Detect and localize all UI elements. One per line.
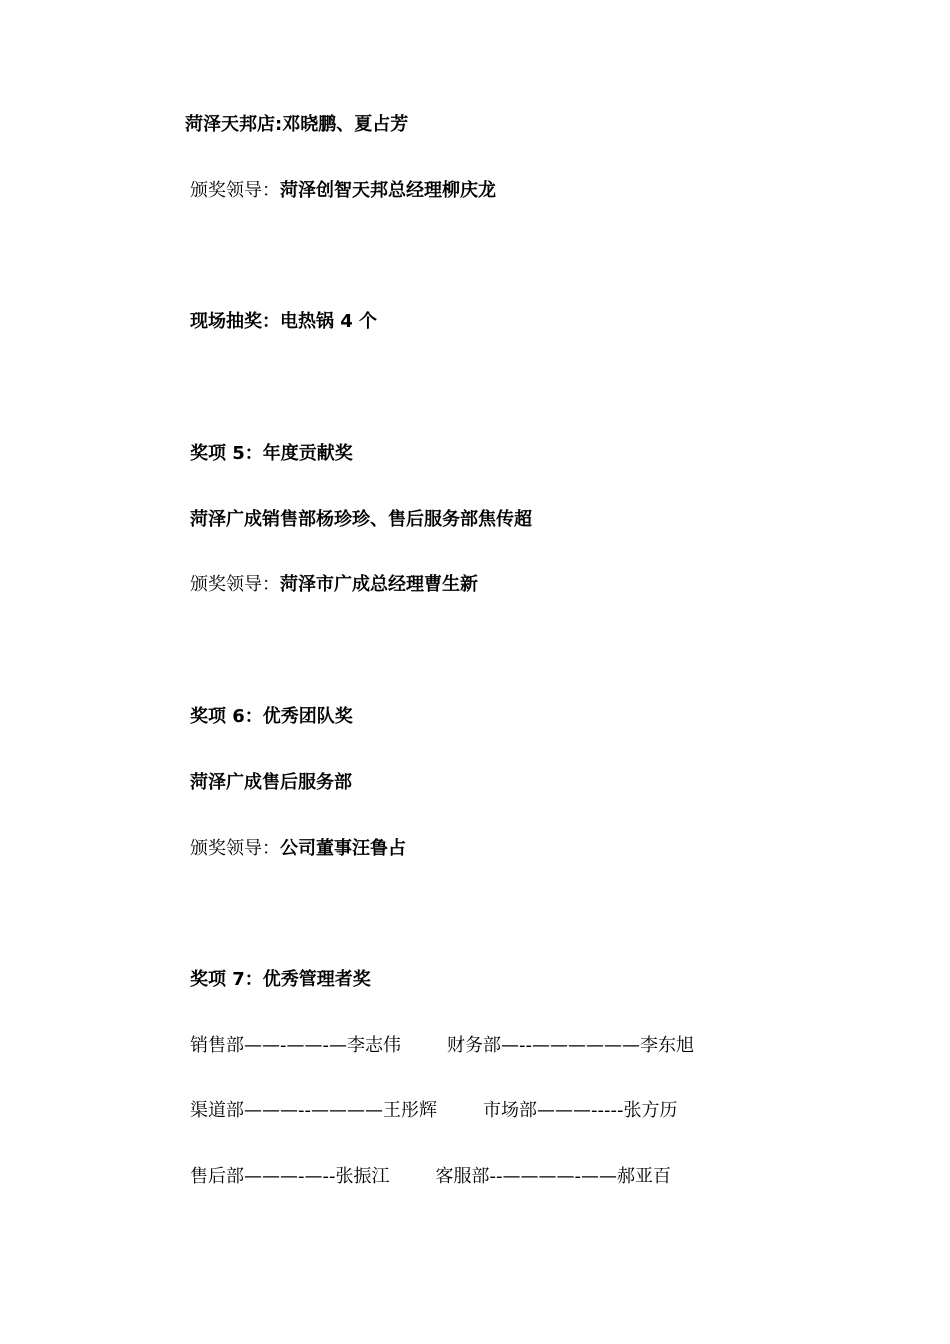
manager-entry-left: 渠道部———--————王彤辉 [190,1100,437,1121]
award5-presenter-line [190,573,478,597]
store-heading: 菏泽天邦店:邓晓鹏、夏占芳 [185,114,409,135]
presenter-name: 菏泽创智天邦总经理柳庆龙 [280,180,496,201]
presenter-label: 颁奖领导： [190,574,280,595]
manager-entry-left: 售后部———-—--张振江 [190,1166,390,1187]
presenter-label: 颁奖领导： [190,180,280,201]
award7-title: 奖项 7：优秀管理者奖 [190,969,371,990]
award5-winners: 菏泽广成销售部杨珍珍、售后服务部焦传超 [190,509,532,530]
presenter-label: 颁奖领导： [190,838,280,859]
manager-row [190,1099,677,1123]
lottery-line: 现场抽奖：电热锅 4 个 [190,311,378,332]
manager-entry-right: 客服部--————-——郝亚百 [435,1166,671,1187]
presenter-name: 菏泽市广成总经理曹生新 [280,574,478,595]
manager-entry-right: 市场部———-----张方历 [483,1100,678,1121]
manager-entry-left: 销售部——-——-—李志伟 [190,1035,401,1056]
award5-title: 奖项 5：年度贡献奖 [190,443,353,464]
award6-title: 奖项 6：优秀团队奖 [190,706,353,727]
manager-entry-right: 财务部—--——————李东旭 [447,1035,694,1056]
manager-row [190,1034,694,1058]
award6-presenter-line [190,837,406,861]
presenter-name: 公司董事汪鲁占 [280,838,406,859]
store-presenter-line [190,179,496,203]
award6-winners: 菏泽广成售后服务部 [190,772,352,793]
manager-row [190,1165,671,1189]
